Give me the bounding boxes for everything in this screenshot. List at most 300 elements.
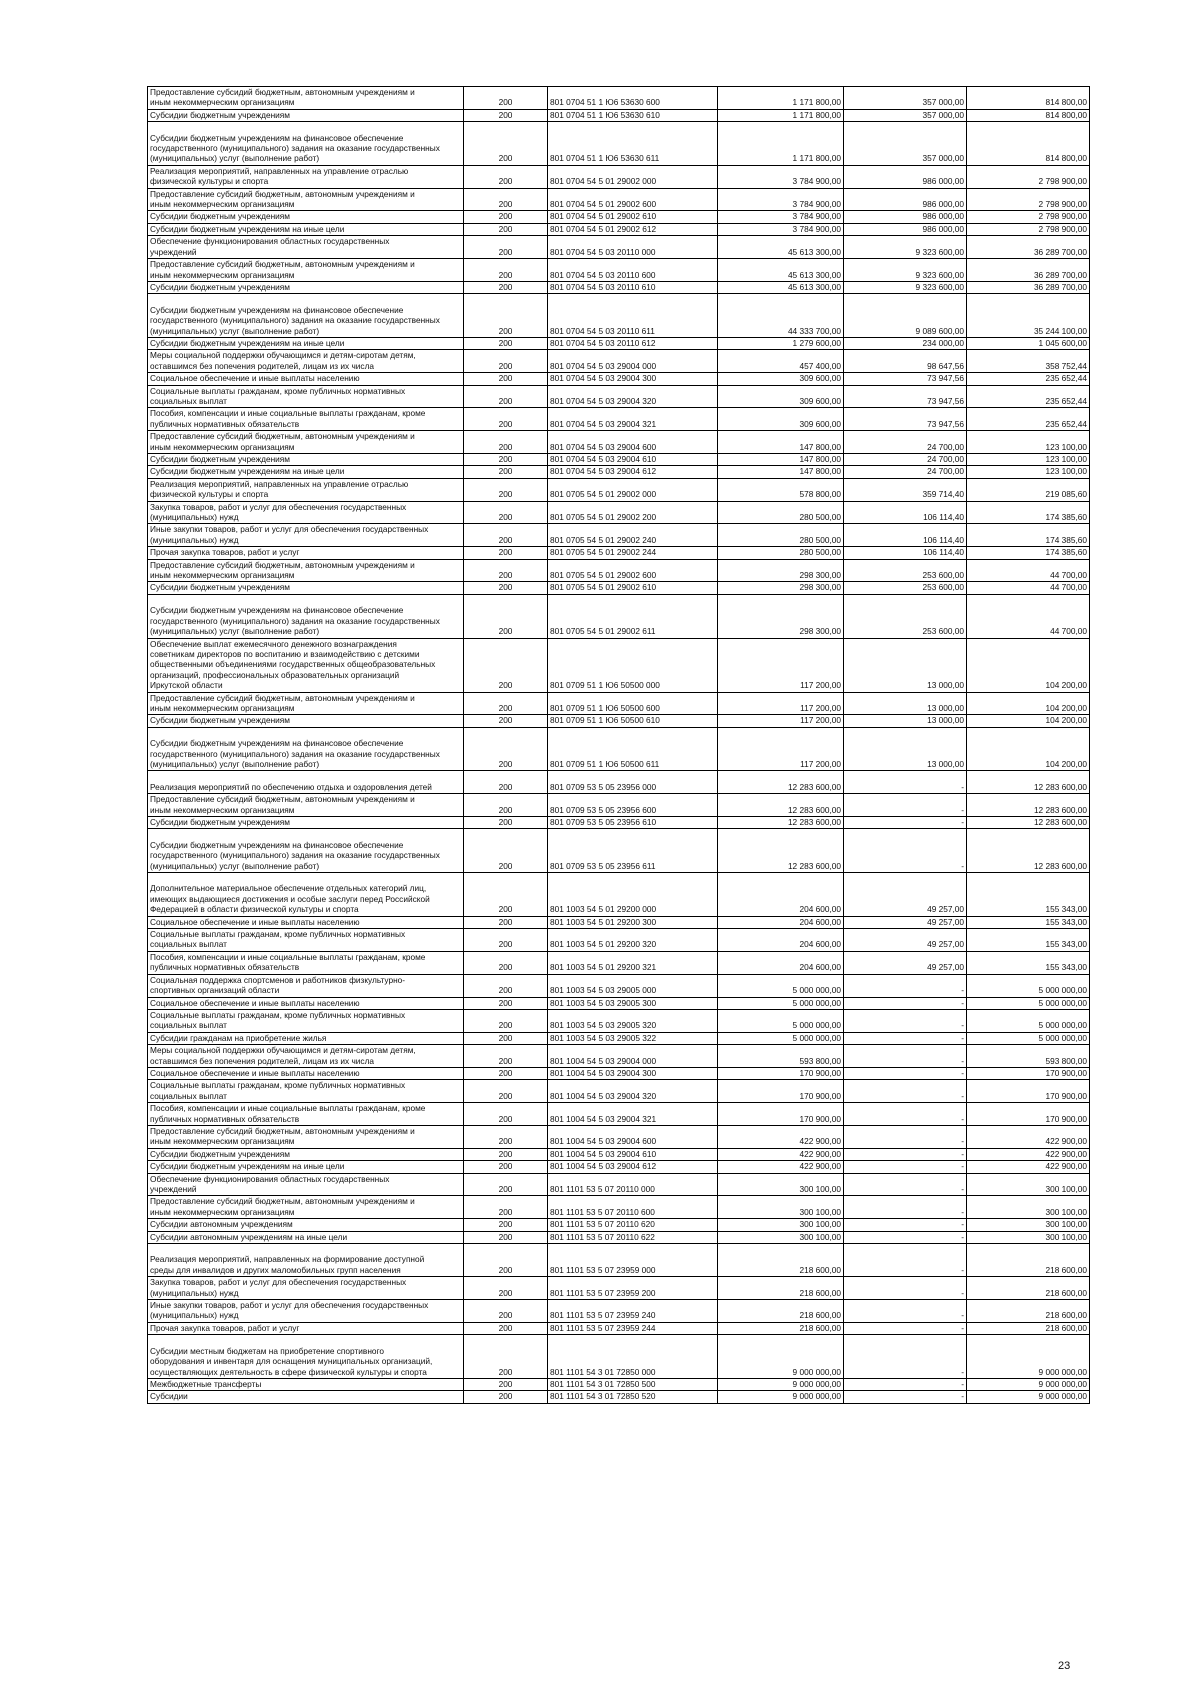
row-planned-cell: 1 171 800,00: [718, 109, 844, 121]
row-executed-cell: -: [844, 1277, 967, 1300]
row-kbk-cell: 801 1003 54 5 01 29200 320: [548, 929, 718, 952]
row-code-cell: 200: [464, 431, 548, 454]
row-planned-cell: 218 600,00: [718, 1277, 844, 1300]
row-planned-cell: 5 000 000,00: [718, 1032, 844, 1044]
row-code-cell: 200: [464, 1173, 548, 1196]
row-name-cell: Обеспечение функционирования областных государственных учреждений: [148, 236, 464, 259]
table-row: [148, 350, 1090, 373]
row-code-cell: 200: [464, 259, 548, 282]
row-code-cell: 200: [464, 478, 548, 501]
row-kbk-cell: 801 1003 54 5 01 29200 000: [548, 873, 718, 917]
row-planned-cell: 309 600,00: [718, 385, 844, 408]
row-remaining-cell: 235 652,44: [967, 408, 1090, 431]
row-remaining-cell: 218 600,00: [967, 1322, 1090, 1334]
row-executed-cell: -: [844, 1391, 967, 1403]
row-planned-cell: 300 100,00: [718, 1173, 844, 1196]
row-kbk-cell: 801 0705 54 5 01 29002 200: [548, 501, 718, 524]
row-executed-cell: 106 114,40: [844, 501, 967, 524]
row-kbk-cell: 801 0709 51 1 Ю6 50500 600: [548, 692, 718, 715]
row-kbk-cell: 801 1101 53 5 07 23959 240: [548, 1300, 718, 1323]
row-code-cell: 200: [464, 1161, 548, 1173]
row-kbk-cell: 801 0705 54 5 01 29002 244: [548, 547, 718, 559]
row-kbk-cell: 801 1101 53 5 07 23959 244: [548, 1322, 718, 1334]
row-remaining-cell: 174 385,60: [967, 524, 1090, 547]
row-code-cell: 200: [464, 1196, 548, 1219]
row-planned-cell: 300 100,00: [718, 1196, 844, 1219]
table-row: [148, 1103, 1090, 1126]
row-executed-cell: -: [844, 794, 967, 817]
row-name-cell: Иные закупки товаров, работ и услуг для обеспечения государственных (муниципальных) нужд: [148, 1300, 464, 1323]
row-name-cell: Субсидии бюджетным учреждениям: [148, 817, 464, 829]
row-name-cell: Предоставление субсидий бюджетным, автономным учреждениям и иным некоммерческим организациям: [148, 188, 464, 211]
row-code-cell: 200: [464, 997, 548, 1009]
row-executed-cell: 24 700,00: [844, 454, 967, 466]
row-code-cell: 200: [464, 1148, 548, 1160]
row-remaining-cell: 36 289 700,00: [967, 236, 1090, 259]
table-row: [148, 1244, 1090, 1277]
row-remaining-cell: 235 652,44: [967, 385, 1090, 408]
row-kbk-cell: 801 0704 54 5 01 29002 000: [548, 165, 718, 188]
row-code-cell: 200: [464, 165, 548, 188]
row-name-cell: Предоставление субсидий бюджетным, автономным учреждениям и иным некоммерческим организациям: [148, 87, 464, 110]
table-row: [148, 794, 1090, 817]
row-kbk-cell: 801 1101 54 3 01 72850 500: [548, 1378, 718, 1390]
table-row: [148, 478, 1090, 501]
row-executed-cell: -: [844, 1322, 967, 1334]
table-row: [148, 692, 1090, 715]
row-executed-cell: 986 000,00: [844, 165, 967, 188]
row-kbk-cell: 801 0705 54 5 01 29002 240: [548, 524, 718, 547]
row-kbk-cell: 801 0704 54 5 03 29004 600: [548, 431, 718, 454]
row-executed-cell: 357 000,00: [844, 109, 967, 121]
row-planned-cell: 593 800,00: [718, 1045, 844, 1068]
row-executed-cell: 106 114,40: [844, 524, 967, 547]
row-executed-cell: -: [844, 1032, 967, 1044]
row-planned-cell: 1 171 800,00: [718, 122, 844, 166]
row-planned-cell: 309 600,00: [718, 373, 844, 385]
table-row: [148, 1173, 1090, 1196]
row-kbk-cell: 801 1101 53 5 07 20110 620: [548, 1219, 718, 1231]
row-code-cell: 200: [464, 122, 548, 166]
row-remaining-cell: 235 652,44: [967, 373, 1090, 385]
table-row: [148, 454, 1090, 466]
row-remaining-cell: 218 600,00: [967, 1300, 1090, 1323]
row-kbk-cell: 801 0709 51 1 Ю6 50500 611: [548, 727, 718, 771]
row-remaining-cell: 104 200,00: [967, 638, 1090, 692]
row-kbk-cell: 801 0704 54 5 01 29002 612: [548, 223, 718, 235]
row-name-cell: Социальное обеспечение и иные выплаты населению: [148, 997, 464, 1009]
row-name-cell: Социальное обеспечение и иные выплаты населению: [148, 373, 464, 385]
table-row: [148, 281, 1090, 293]
row-code-cell: 200: [464, 524, 548, 547]
row-planned-cell: 218 600,00: [718, 1300, 844, 1323]
row-kbk-cell: 801 1101 53 5 07 23959 200: [548, 1277, 718, 1300]
row-code-cell: 200: [464, 466, 548, 478]
row-name-cell: Иные закупки товаров, работ и услуг для обеспечения государственных (муниципальных) нужд: [148, 524, 464, 547]
row-kbk-cell: 801 1004 54 5 03 29004 610: [548, 1148, 718, 1160]
table-row: [148, 1196, 1090, 1219]
page-number: 23: [1058, 1660, 1071, 1672]
row-executed-cell: 13 000,00: [844, 727, 967, 771]
row-remaining-cell: 300 100,00: [967, 1231, 1090, 1243]
row-planned-cell: 147 800,00: [718, 466, 844, 478]
row-name-cell: Субсидии бюджетным учреждениям: [148, 211, 464, 223]
row-name-cell: Субсидии бюджетным учреждениям на финансовое обеспечение государственного (муниципального) задания на оказание государственных (муниципальных) услуг (выполнение работ): [148, 594, 464, 638]
table-row: [148, 1067, 1090, 1079]
row-name-cell: Реализация мероприятий по обеспечению отдыха и оздоровления детей: [148, 771, 464, 794]
row-executed-cell: 9 323 600,00: [844, 281, 967, 293]
table-row: [148, 1219, 1090, 1231]
row-executed-cell: 49 257,00: [844, 873, 967, 917]
row-name-cell: Субсидии бюджетным учреждениям: [148, 109, 464, 121]
row-executed-cell: -: [844, 1148, 967, 1160]
row-executed-cell: -: [844, 1219, 967, 1231]
row-remaining-cell: 174 385,60: [967, 501, 1090, 524]
row-name-cell: Социальные выплаты гражданам, кроме публичных нормативных социальных выплат: [148, 929, 464, 952]
row-remaining-cell: 123 100,00: [967, 454, 1090, 466]
row-planned-cell: 422 900,00: [718, 1148, 844, 1160]
row-kbk-cell: 801 0705 54 5 01 29002 610: [548, 582, 718, 594]
table-row: [148, 873, 1090, 917]
row-planned-cell: 422 900,00: [718, 1125, 844, 1148]
row-name-cell: Субсидии бюджетным учреждениям на иные цели: [148, 337, 464, 349]
table-row: [148, 431, 1090, 454]
row-planned-cell: 204 600,00: [718, 929, 844, 952]
row-remaining-cell: 123 100,00: [967, 466, 1090, 478]
row-remaining-cell: 422 900,00: [967, 1161, 1090, 1173]
row-executed-cell: 9 089 600,00: [844, 294, 967, 338]
row-planned-cell: 45 613 300,00: [718, 281, 844, 293]
row-kbk-cell: 801 0709 53 5 05 23956 600: [548, 794, 718, 817]
table-row: [148, 1125, 1090, 1148]
row-remaining-cell: 300 100,00: [967, 1196, 1090, 1219]
row-executed-cell: -: [844, 1009, 967, 1032]
row-planned-cell: 204 600,00: [718, 951, 844, 974]
row-kbk-cell: 801 1101 53 5 07 20110 000: [548, 1173, 718, 1196]
row-kbk-cell: 801 1004 54 5 03 29004 612: [548, 1161, 718, 1173]
row-name-cell: Социальная поддержка спортсменов и работников физкультурно- спортивных организаций области: [148, 974, 464, 997]
row-executed-cell: -: [844, 1300, 967, 1323]
row-remaining-cell: 35 244 100,00: [967, 294, 1090, 338]
table-row: [148, 916, 1090, 928]
row-planned-cell: 280 500,00: [718, 524, 844, 547]
row-code-cell: 200: [464, 454, 548, 466]
table-row: [148, 727, 1090, 771]
row-executed-cell: -: [844, 1244, 967, 1277]
row-remaining-cell: 9 000 000,00: [967, 1335, 1090, 1379]
row-executed-cell: -: [844, 1125, 967, 1148]
table-row: [148, 1080, 1090, 1103]
row-executed-cell: -: [844, 1335, 967, 1379]
row-remaining-cell: 2 798 900,00: [967, 223, 1090, 235]
row-name-cell: Меры социальной поддержки обучающимся и детям-сиротам детям, оставшимся без попечения родителей, лицам из их числа: [148, 350, 464, 373]
row-remaining-cell: 170 900,00: [967, 1080, 1090, 1103]
row-name-cell: Закупка товаров, работ и услуг для обеспечения государственных (муниципальных) нужд: [148, 1277, 464, 1300]
row-kbk-cell: 801 0704 54 5 03 20110 000: [548, 236, 718, 259]
row-name-cell: Предоставление субсидий бюджетным, автономным учреждениям и иным некоммерческим организациям: [148, 1125, 464, 1148]
row-planned-cell: 170 900,00: [718, 1067, 844, 1079]
table-row: [148, 559, 1090, 582]
row-code-cell: 200: [464, 692, 548, 715]
row-code-cell: 200: [464, 1009, 548, 1032]
row-code-cell: 200: [464, 1045, 548, 1068]
row-executed-cell: -: [844, 1378, 967, 1390]
row-code-cell: 200: [464, 873, 548, 917]
row-kbk-cell: 801 0709 53 5 05 23956 610: [548, 817, 718, 829]
row-kbk-cell: 801 0705 54 5 01 29002 611: [548, 594, 718, 638]
row-planned-cell: 298 300,00: [718, 559, 844, 582]
row-executed-cell: 986 000,00: [844, 223, 967, 235]
row-executed-cell: -: [844, 1045, 967, 1068]
row-planned-cell: 578 800,00: [718, 478, 844, 501]
row-remaining-cell: 5 000 000,00: [967, 1032, 1090, 1044]
row-name-cell: Субсидии автономным учреждениям: [148, 1219, 464, 1231]
row-name-cell: Субсидии бюджетным учреждениям на финансовое обеспечение государственного (муниципального) задания на оказание государственных (муниципальных) услуг (выполнение работ): [148, 122, 464, 166]
table-row: [148, 1161, 1090, 1173]
row-name-cell: Субсидии бюджетным учреждениям на иные цели: [148, 466, 464, 478]
row-kbk-cell: 801 0705 54 5 01 29002 000: [548, 478, 718, 501]
row-planned-cell: 117 200,00: [718, 638, 844, 692]
row-name-cell: Субсидии бюджетным учреждениям на финансовое обеспечение государственного (муниципального) задания на оказание государственных (муниципальных) услуг (выполнение работ): [148, 294, 464, 338]
row-code-cell: 200: [464, 547, 548, 559]
row-executed-cell: 357 000,00: [844, 122, 967, 166]
row-executed-cell: -: [844, 1196, 967, 1219]
row-code-cell: 200: [464, 829, 548, 873]
row-executed-cell: 49 257,00: [844, 951, 967, 974]
row-executed-cell: 24 700,00: [844, 466, 967, 478]
table-row: [148, 1300, 1090, 1323]
row-name-cell: Предоставление субсидий бюджетным, автономным учреждениям и иным некоммерческим организациям: [148, 259, 464, 282]
row-name-cell: Реализация мероприятий, направленных на управление отраслью физической культуры и спорта: [148, 478, 464, 501]
row-planned-cell: 300 100,00: [718, 1231, 844, 1243]
table-row: [148, 829, 1090, 873]
row-executed-cell: 106 114,40: [844, 547, 967, 559]
table-row: [148, 165, 1090, 188]
row-kbk-cell: 801 0704 54 5 03 20110 612: [548, 337, 718, 349]
row-executed-cell: -: [844, 1080, 967, 1103]
row-planned-cell: 44 333 700,00: [718, 294, 844, 338]
row-planned-cell: 218 600,00: [718, 1322, 844, 1334]
row-executed-cell: 986 000,00: [844, 211, 967, 223]
row-kbk-cell: 801 0705 54 5 01 29002 600: [548, 559, 718, 582]
row-planned-cell: 9 000 000,00: [718, 1378, 844, 1390]
row-code-cell: 200: [464, 951, 548, 974]
row-remaining-cell: 12 283 600,00: [967, 771, 1090, 794]
row-remaining-cell: 814 800,00: [967, 109, 1090, 121]
row-code-cell: 200: [464, 817, 548, 829]
row-remaining-cell: 219 085,60: [967, 478, 1090, 501]
table-row: [148, 771, 1090, 794]
row-code-cell: 200: [464, 87, 548, 110]
row-kbk-cell: 801 1004 54 5 03 29004 320: [548, 1080, 718, 1103]
table-row: [148, 524, 1090, 547]
table-row: [148, 1322, 1090, 1334]
row-kbk-cell: 801 0704 54 5 01 29002 610: [548, 211, 718, 223]
budget-table: [147, 86, 1090, 1404]
row-planned-cell: 280 500,00: [718, 547, 844, 559]
row-kbk-cell: 801 0704 54 5 03 20110 610: [548, 281, 718, 293]
table-row: [148, 385, 1090, 408]
row-name-cell: Социальные выплаты гражданам, кроме публичных нормативных социальных выплат: [148, 1009, 464, 1032]
row-executed-cell: -: [844, 771, 967, 794]
table-row: [148, 337, 1090, 349]
row-executed-cell: 98 647,56: [844, 350, 967, 373]
row-planned-cell: 45 613 300,00: [718, 236, 844, 259]
row-planned-cell: 117 200,00: [718, 727, 844, 771]
row-kbk-cell: 801 0709 51 1 Ю6 50500 610: [548, 715, 718, 727]
table-row: [148, 294, 1090, 338]
row-code-cell: 200: [464, 794, 548, 817]
row-code-cell: 200: [464, 1335, 548, 1379]
row-remaining-cell: 1 045 600,00: [967, 337, 1090, 349]
row-code-cell: 200: [464, 1103, 548, 1126]
row-code-cell: 200: [464, 350, 548, 373]
table-row: [148, 594, 1090, 638]
row-name-cell: Социальное обеспечение и иные выплаты населению: [148, 1067, 464, 1079]
row-remaining-cell: 155 343,00: [967, 916, 1090, 928]
row-planned-cell: 12 283 600,00: [718, 771, 844, 794]
row-name-cell: Пособия, компенсации и иные социальные выплаты гражданам, кроме публичных нормативных обязательств: [148, 1103, 464, 1126]
row-name-cell: Прочая закупка товаров, работ и услуг: [148, 1322, 464, 1334]
row-planned-cell: 280 500,00: [718, 501, 844, 524]
row-executed-cell: 359 714,40: [844, 478, 967, 501]
row-remaining-cell: 358 752,44: [967, 350, 1090, 373]
row-code-cell: 200: [464, 223, 548, 235]
table-row: [148, 1009, 1090, 1032]
table-row: [148, 1231, 1090, 1243]
row-remaining-cell: 104 200,00: [967, 715, 1090, 727]
row-planned-cell: 147 800,00: [718, 454, 844, 466]
table-row: [148, 223, 1090, 235]
row-executed-cell: 357 000,00: [844, 87, 967, 110]
budget-table-container: [147, 86, 1090, 1404]
row-name-cell: Социальное обеспечение и иные выплаты населению: [148, 916, 464, 928]
row-executed-cell: 986 000,00: [844, 188, 967, 211]
row-name-cell: Реализация мероприятий, направленных на формирование доступной среды для инвалидов и других маломобильных групп населения: [148, 1244, 464, 1277]
row-code-cell: 200: [464, 727, 548, 771]
row-kbk-cell: 801 1101 53 5 07 20110 600: [548, 1196, 718, 1219]
row-planned-cell: 3 784 900,00: [718, 188, 844, 211]
row-remaining-cell: 422 900,00: [967, 1125, 1090, 1148]
row-kbk-cell: 801 0704 54 5 03 29004 610: [548, 454, 718, 466]
row-name-cell: Предоставление субсидий бюджетным, автономным учреждениям и иным некоммерческим организациям: [148, 692, 464, 715]
row-planned-cell: 9 000 000,00: [718, 1391, 844, 1403]
row-name-cell: Субсидии автономным учреждениям на иные цели: [148, 1231, 464, 1243]
table-row: [148, 638, 1090, 692]
row-remaining-cell: 5 000 000,00: [967, 1009, 1090, 1032]
row-kbk-cell: 801 0704 51 1 Ю6 53630 600: [548, 87, 718, 110]
row-code-cell: 200: [464, 594, 548, 638]
row-planned-cell: 170 900,00: [718, 1103, 844, 1126]
row-code-cell: 200: [464, 974, 548, 997]
row-planned-cell: 3 784 900,00: [718, 223, 844, 235]
row-kbk-cell: 801 1003 54 5 03 29005 322: [548, 1032, 718, 1044]
row-name-cell: Субсидии бюджетным учреждениям: [148, 1148, 464, 1160]
row-code-cell: 200: [464, 638, 548, 692]
row-code-cell: 200: [464, 408, 548, 431]
row-remaining-cell: 12 283 600,00: [967, 794, 1090, 817]
row-code-cell: 200: [464, 1391, 548, 1403]
row-executed-cell: 9 323 600,00: [844, 259, 967, 282]
table-row: [148, 259, 1090, 282]
row-kbk-cell: 801 1101 54 3 01 72850 000: [548, 1335, 718, 1379]
row-name-cell: Социальные выплаты гражданам, кроме публичных нормативных социальных выплат: [148, 1080, 464, 1103]
row-planned-cell: 45 613 300,00: [718, 259, 844, 282]
row-kbk-cell: 801 0709 53 5 05 23956 611: [548, 829, 718, 873]
row-executed-cell: 49 257,00: [844, 916, 967, 928]
table-row: [148, 87, 1090, 110]
row-remaining-cell: 170 900,00: [967, 1103, 1090, 1126]
row-remaining-cell: 104 200,00: [967, 727, 1090, 771]
row-code-cell: 200: [464, 1080, 548, 1103]
row-name-cell: Субсидии бюджетным учреждениям: [148, 281, 464, 293]
row-code-cell: 200: [464, 373, 548, 385]
row-executed-cell: 13 000,00: [844, 715, 967, 727]
row-remaining-cell: 44 700,00: [967, 582, 1090, 594]
row-remaining-cell: 36 289 700,00: [967, 259, 1090, 282]
row-executed-cell: 13 000,00: [844, 692, 967, 715]
row-name-cell: Предоставление субсидий бюджетным, автономным учреждениям и иным некоммерческим организациям: [148, 1196, 464, 1219]
row-planned-cell: 1 171 800,00: [718, 87, 844, 110]
row-name-cell: Предоставление субсидий бюджетным, автономным учреждениям и иным некоммерческим организациям: [148, 559, 464, 582]
row-remaining-cell: 155 343,00: [967, 951, 1090, 974]
row-code-cell: 200: [464, 236, 548, 259]
row-executed-cell: -: [844, 1161, 967, 1173]
row-code-cell: 200: [464, 1231, 548, 1243]
table-row: [148, 1335, 1090, 1379]
row-executed-cell: -: [844, 997, 967, 1009]
row-planned-cell: 12 283 600,00: [718, 817, 844, 829]
table-row: [148, 211, 1090, 223]
row-kbk-cell: 801 0704 54 5 03 29004 300: [548, 373, 718, 385]
row-planned-cell: 5 000 000,00: [718, 974, 844, 997]
table-row: [148, 236, 1090, 259]
row-code-cell: 200: [464, 1378, 548, 1390]
row-code-cell: 200: [464, 582, 548, 594]
row-remaining-cell: 104 200,00: [967, 692, 1090, 715]
row-name-cell: Обеспечение выплат ежемесячного денежного вознаграждения советникам директоров по воспитанию и взаимодействию с детскими общественными объединениями государственных общеобразовательных организаций, профессиональных образовательных организаций Иркутской области: [148, 638, 464, 692]
row-executed-cell: -: [844, 829, 967, 873]
row-name-cell: Предоставление субсидий бюджетным, автономным учреждениям и иным некоммерческим организациям: [148, 794, 464, 817]
row-name-cell: Субсидии бюджетным учреждениям: [148, 454, 464, 466]
row-remaining-cell: 123 100,00: [967, 431, 1090, 454]
table-row: [148, 951, 1090, 974]
row-planned-cell: 457 400,00: [718, 350, 844, 373]
row-name-cell: Меры социальной поддержки обучающимся и детям-сиротам детям, оставшимся без попечения родителей, лицам из их числа: [148, 1045, 464, 1068]
row-remaining-cell: 9 000 000,00: [967, 1391, 1090, 1403]
row-kbk-cell: 801 1004 54 5 03 29004 321: [548, 1103, 718, 1126]
row-code-cell: 200: [464, 1322, 548, 1334]
row-executed-cell: 234 000,00: [844, 337, 967, 349]
table-row: [148, 1391, 1090, 1403]
row-planned-cell: 309 600,00: [718, 408, 844, 431]
row-remaining-cell: 155 343,00: [967, 873, 1090, 917]
row-name-cell: Субсидии местным бюджетам на приобретение спортивного оборудования и инвентаря для оснащения муниципальных организаций, осуществляющих деятельность в сфере физической культуры и спорта: [148, 1335, 464, 1379]
row-planned-cell: 9 000 000,00: [718, 1335, 844, 1379]
row-kbk-cell: 801 0704 54 5 03 29004 321: [548, 408, 718, 431]
row-kbk-cell: 801 1004 54 5 03 29004 300: [548, 1067, 718, 1079]
row-remaining-cell: 2 798 900,00: [967, 165, 1090, 188]
row-planned-cell: 1 279 600,00: [718, 337, 844, 349]
row-executed-cell: 73 947,56: [844, 408, 967, 431]
row-remaining-cell: 44 700,00: [967, 594, 1090, 638]
row-name-cell: Субсидии бюджетным учреждениям на финансовое обеспечение государственного (муниципального) задания на оказание государственных (муниципальных) услуг (выполнение работ): [148, 829, 464, 873]
row-remaining-cell: 44 700,00: [967, 559, 1090, 582]
row-remaining-cell: 814 800,00: [967, 87, 1090, 110]
row-name-cell: Пособия, компенсации и иные социальные выплаты гражданам, кроме публичных нормативных обязательств: [148, 951, 464, 974]
row-remaining-cell: 12 283 600,00: [967, 817, 1090, 829]
row-planned-cell: 204 600,00: [718, 873, 844, 917]
